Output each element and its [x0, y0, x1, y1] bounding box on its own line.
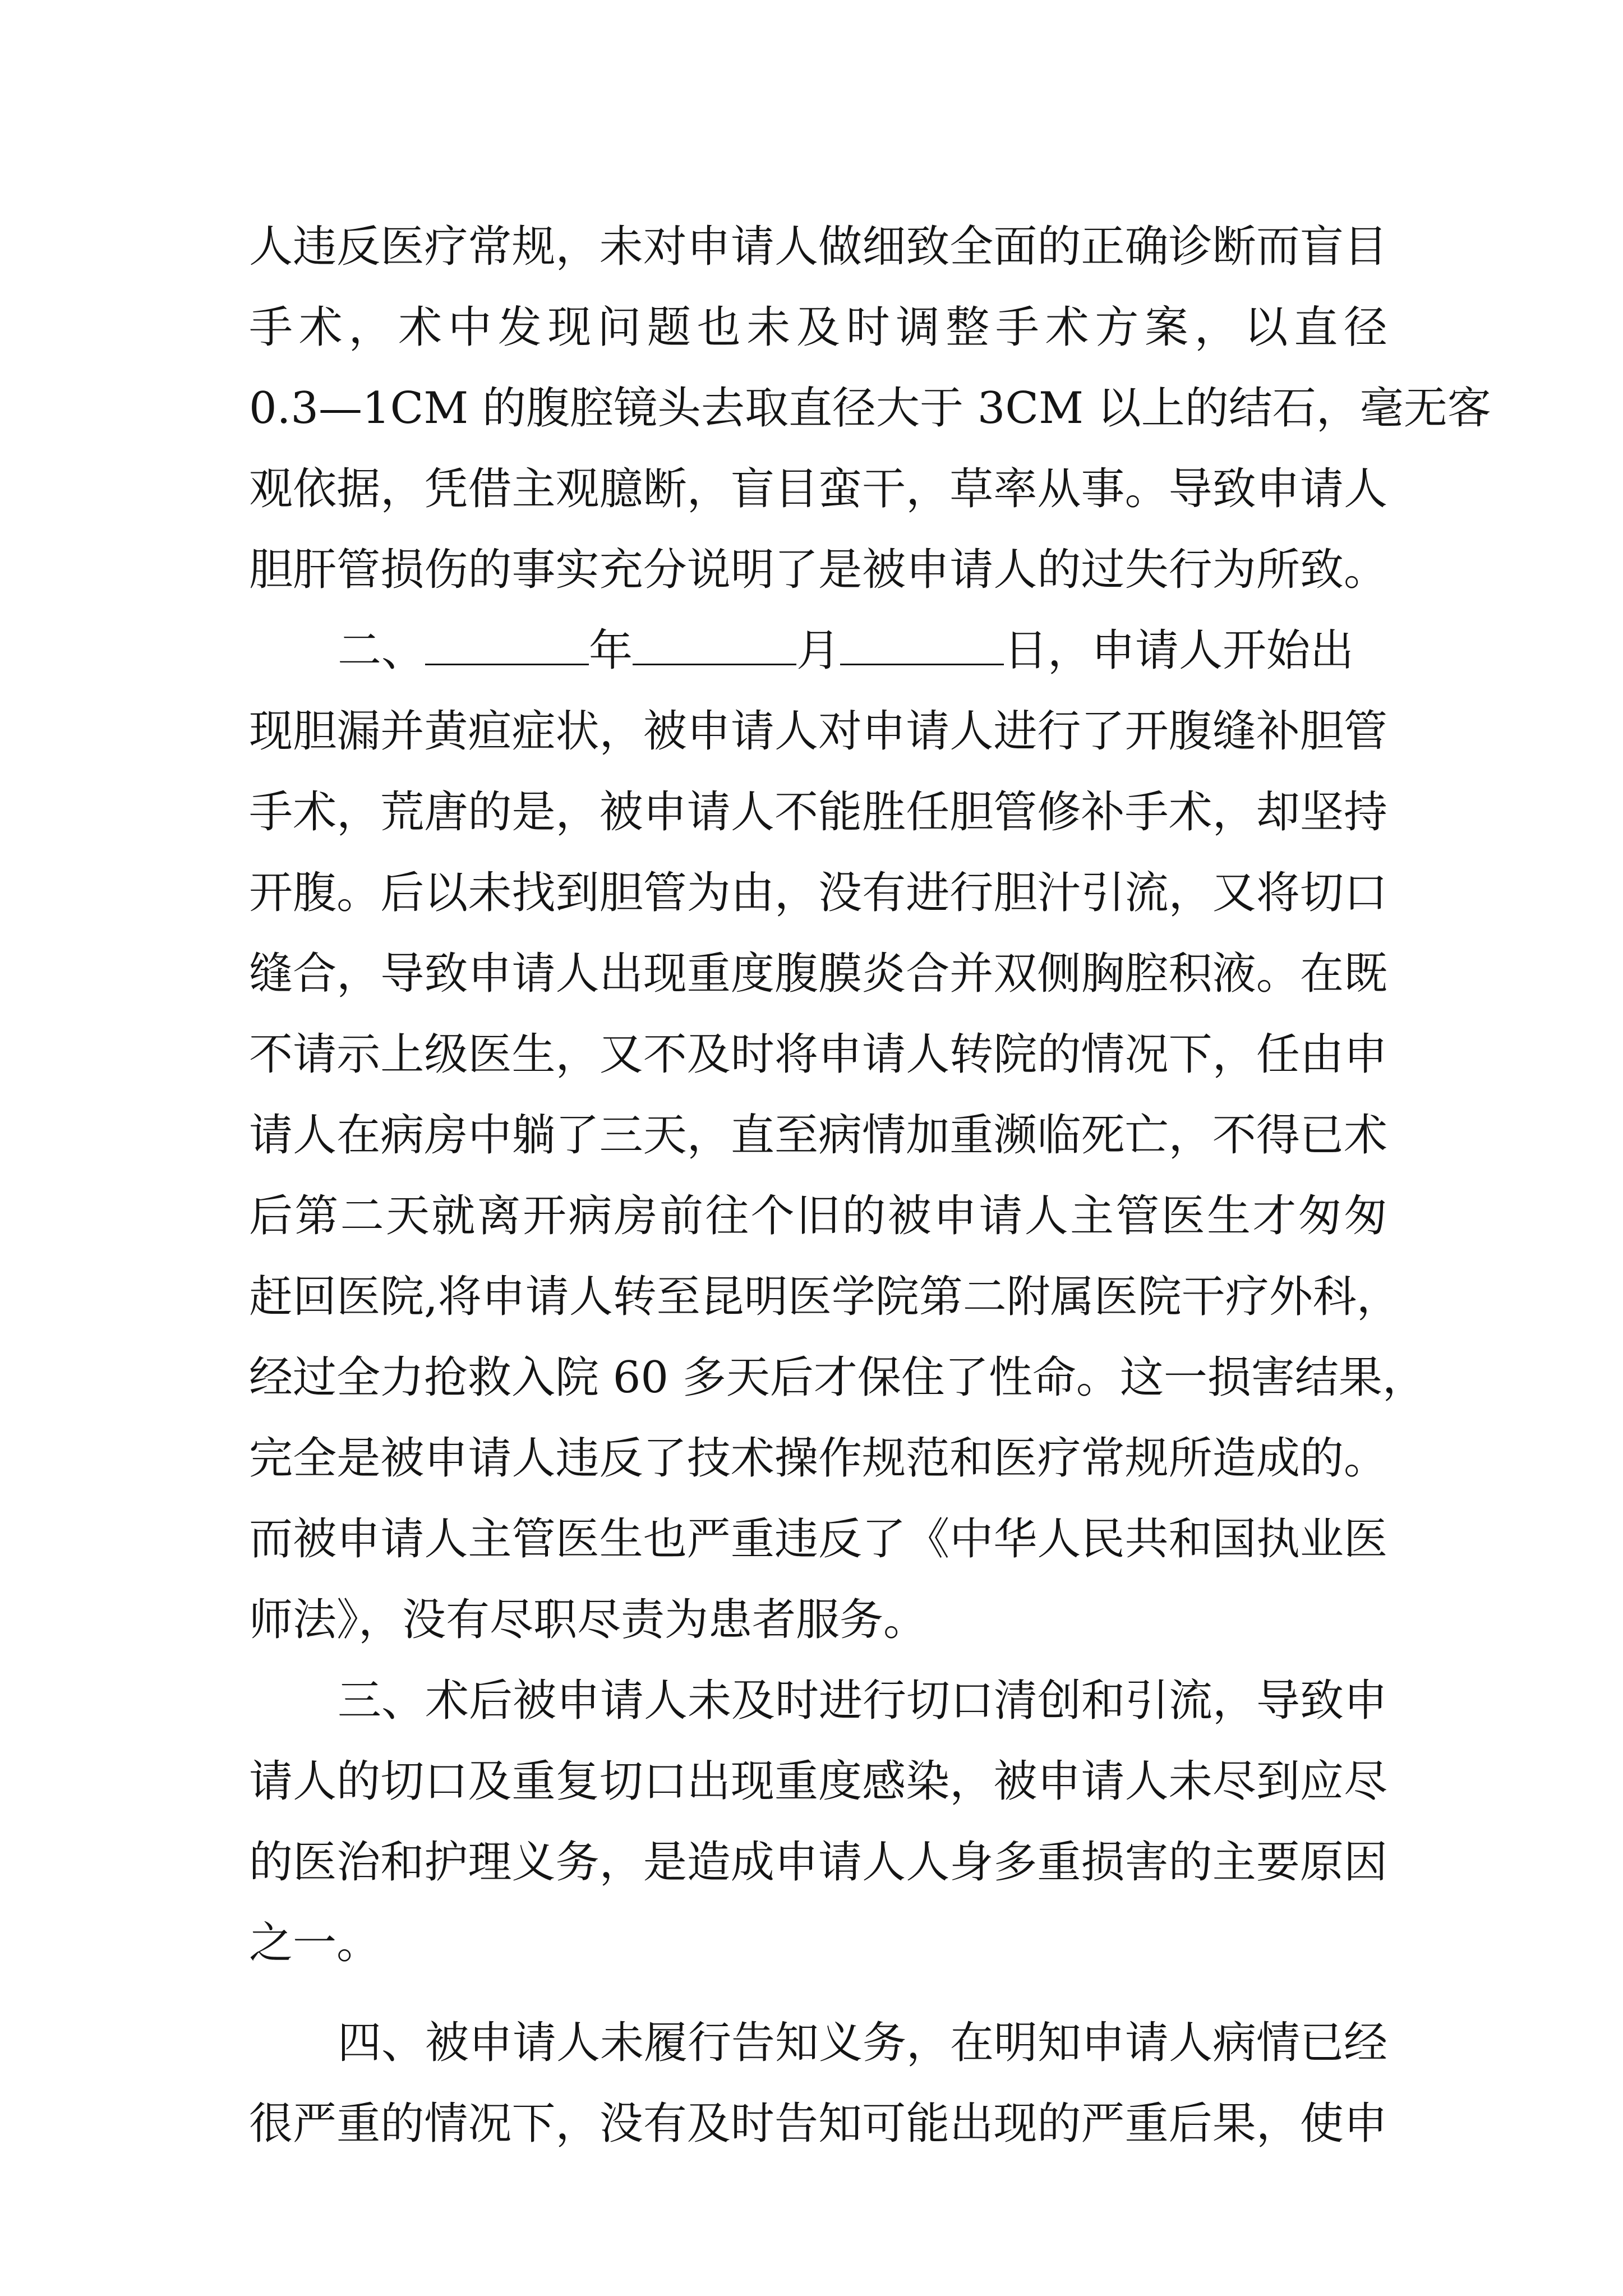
text-line: 手术，荒唐的是，被申请人不能胜任胆管修补手术，却坚持 — [249, 787, 1387, 838]
paragraph-4 — [249, 2003, 1387, 2164]
text-line: 缝合，导致申请人出现重度腹膜炎合并双侧胸腔积液。在既 — [249, 949, 1387, 999]
text-line: 胆肝管损伤的事实充分说明了是被申请人的过失行为所致。 — [249, 545, 1387, 595]
paragraph-number: 二、 — [338, 625, 426, 676]
month-blank — [633, 629, 796, 665]
text-line: 而被申请人主管医生也严重违反了《中华人民共和国执业医 — [249, 1514, 1387, 1565]
text-line: 很严重的情况下，没有及时告知可能出现的严重后果，使申 — [249, 2099, 1387, 2149]
text-line: 不请示上级医生，又不及时将申请人转院的情况下，任由申 — [249, 1029, 1387, 1080]
text-line: 之一。 — [249, 1918, 381, 1968]
text-line: 手术，术中发现问题也未及时调整手术方案，以直径 — [249, 302, 1387, 353]
paragraph-gap — [249, 1984, 1387, 2003]
text-line: 人违反医疗常规，未对申请人做细致全面的正确诊断而盲目 — [249, 222, 1387, 272]
text-line: 的医治和护理义务，是造成申请人人身多重损害的主要原因 — [249, 1837, 1387, 1888]
text-line: 请人的切口及重复切口出现重度感染，被申请人未尽到应尽 — [249, 1756, 1387, 1807]
text-line: 师法》，没有尽职尽责为患者服务。 — [249, 1595, 928, 1645]
year-label: 年 — [589, 625, 633, 676]
day-blank — [840, 629, 1004, 665]
month-label: 月 — [796, 625, 841, 676]
text-line: 赶回医院,将申请人转至昆明医学院第二附属医院干疗外科， — [249, 1272, 1400, 1322]
year-blank — [425, 629, 589, 665]
text-line: 完全是被申请人违反了技术操作规范和医疗常规所造成的。 — [249, 1433, 1387, 1484]
text-line: 开腹。后以未找到胆管为由，没有进行胆汁引流，又将切口 — [249, 868, 1387, 918]
text-line: 经过全力抢救入院 60 多天后才保住了性命。这一损害结果， — [249, 1352, 1426, 1403]
text-line: 0.3—1CM 的腹腔镜头去取直径大于 3CM 以上的结石，毫无客 — [249, 383, 1491, 434]
text-line: 四、被申请人未履行告知义务，在明知申请人病情已经 — [338, 2018, 1388, 2068]
text-line: 后第二天就离开病房前往个旧的被申请人主管医生才匆匆 — [249, 1191, 1387, 1241]
text-line: 请人在病房中躺了三天，直至病情加重濒临死亡，不得已术 — [249, 1110, 1387, 1161]
text-line: 观依据，凭借主观臆断，盲目蛮干，草率从事。导致申请人 — [249, 464, 1387, 514]
day-label: 日，申请人开始出 — [1004, 625, 1354, 676]
paragraph-3 — [249, 1660, 1387, 1984]
document-body — [249, 206, 1491, 2164]
paragraph-2 — [249, 610, 1426, 1660]
paragraph-1 — [249, 206, 1491, 610]
text-line: 现胆漏并黄疸症状，被申请人对申请人进行了开腹缝补胆管 — [249, 706, 1387, 757]
text-line: 三、术后被申请人未及时进行切口清创和引流，导致申 — [338, 1676, 1388, 1726]
date-line — [249, 610, 1387, 691]
